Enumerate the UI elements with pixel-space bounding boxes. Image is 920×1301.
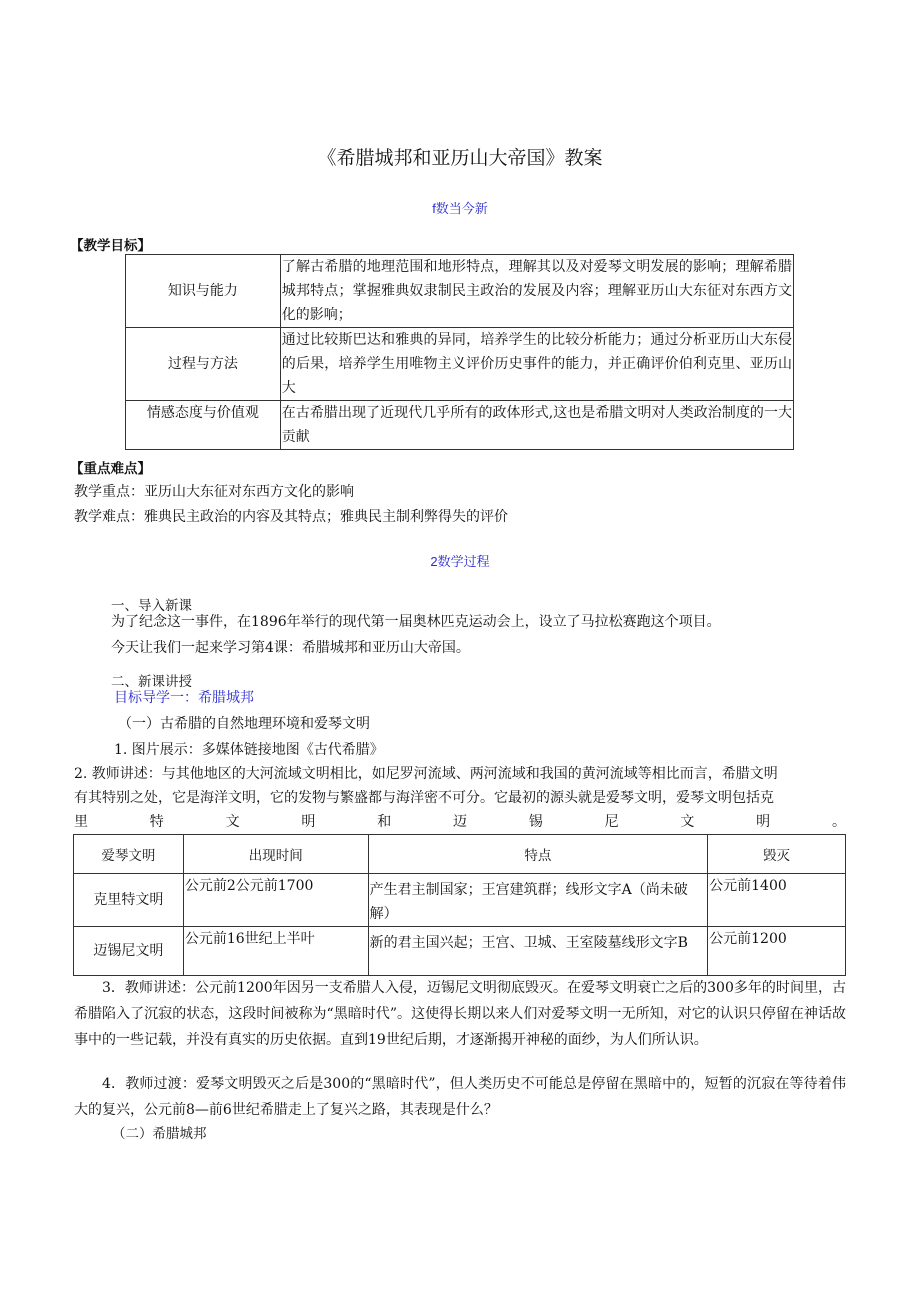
teaching-goals-table bbox=[125, 254, 794, 450]
column-header: 特点 bbox=[368, 835, 708, 874]
subsection-1-heading: （一）古希腊的自然地理环境和爱琴文明 bbox=[118, 716, 370, 732]
item-3-paragraph: 3．教师讲述：公元前1200年因另一支希腊人入侵，迈锡尼文明彻底毁灭。在爱琴文明衰亡之后的300多年的时间里，古希腊陷入了沉寂的状态，这段时间被称为“黑暗时代”。这使得长期以来人们对爱琴文明一无所知，对它的认识只停留在神话故事中的一些记载，并没有真实的历史依据。直到19世纪后期，才逐渐揭开神秘的面纱，为人们所认识。 bbox=[74, 980, 846, 1048]
table-row bbox=[74, 927, 846, 976]
table-row bbox=[126, 255, 794, 328]
column-header: 毁灭 bbox=[708, 835, 846, 874]
features: 新的君主国兴起；王宫、卫城、王室陵墓线形文字B bbox=[368, 927, 708, 976]
goal-guide-heading: 目标导学一：希腊城邦 bbox=[114, 690, 254, 706]
item-2-spread-line: 里 特 文 明 和 迈 锡 尼 文 明 。 bbox=[74, 814, 846, 830]
appearance-time: 公元前16世纪上半叶 bbox=[183, 927, 368, 976]
teaching-goals-heading: 【教学目标】 bbox=[70, 238, 151, 253]
intro-line-2: 今天让我们一起来学习第4课：希腊城邦和亚历山大帝国。 bbox=[111, 640, 470, 656]
intro-line-1: 为了纪念这一事件，在1896年举行的现代第一届奥林匹克运动会上，设立了马拉松赛跑这个项目。 bbox=[111, 614, 721, 630]
appearance-time: 公元前2公元前1700 bbox=[183, 874, 368, 927]
subsection-2-heading: （二）希腊城邦 bbox=[112, 1126, 207, 1141]
destroyed-time: 公元前1200 bbox=[708, 927, 846, 976]
item-4-paragraph: 4．教师过渡：爱琴文明毁灭之后是300的“黑暗时代”，但人类历史不可能总是停留在黑暗中的，短暂的沉寂在等待着伟大的复兴，公元前8—前6世纪希腊走上了复兴之路，其表现是什么？ bbox=[74, 1076, 846, 1118]
civilization-name: 迈锡尼文明 bbox=[74, 927, 184, 976]
section-heading-2: 2数学过程 bbox=[430, 554, 490, 569]
new-lesson-heading: 二、新课讲授 bbox=[111, 674, 192, 689]
table-header-row bbox=[74, 835, 846, 874]
item-2-line: 2. 教师讲述：与其他地区的大河流域文明相比，如尼罗河流域、两河流域和我国的黄河流域等相比而言，希腊文明 bbox=[74, 766, 778, 782]
intro-heading: 一、导入新课 bbox=[111, 598, 192, 613]
goal-content: 了解古希腊的地理范围和地形特点，理解其以及对爱琴文明发展的影响；理解希腊城邦特点；掌握雅典奴隶制民主政治的发展及内容；理解亚历山大东征对东西方文化的影响； bbox=[280, 255, 793, 328]
item-2-paragraph bbox=[74, 762, 846, 834]
item-1: 1. 图片展示：多媒体链接地图《古代希腊》 bbox=[114, 742, 384, 758]
teaching-difficulty: 教学难点：雅典民主政治的内容及其特点；雅典民主制利弊得失的评价 bbox=[74, 509, 508, 525]
document-title: 《希腊城邦和亚历山大帝国》教案 bbox=[317, 148, 603, 169]
destroyed-time: 公元前1400 bbox=[708, 874, 846, 927]
goal-label: 情感态度与价值观 bbox=[126, 401, 281, 450]
goal-content: 通过比较斯巴达和雅典的异同，培养学生的比较分析能力；通过分析亚历山大东侵的后果，培养学生用唯物主义评价历史事件的能力，并正确评价伯利克里、亚历山大 bbox=[280, 328, 793, 401]
item-2-line: 有其特别之处，它是海洋文明，它的发物与繁盛都与海洋密不可分。它最初的源头就是爱琴文明，爱琴文明包括克 bbox=[74, 790, 774, 806]
civilization-name: 克里特文明 bbox=[74, 874, 184, 927]
table-row bbox=[126, 401, 794, 450]
column-header: 出现时间 bbox=[183, 835, 368, 874]
table-row bbox=[126, 328, 794, 401]
goal-label: 过程与方法 bbox=[126, 328, 281, 401]
features: 产生君主制国家；王宫建筑群；线形文字A（尚未破解） bbox=[368, 874, 708, 927]
goal-content: 在古希腊出现了近现代几乎所有的政体形式,这也是希腊文明对人类政治制度的一大贡献 bbox=[280, 401, 793, 450]
key-points-heading: 【重点难点】 bbox=[70, 461, 151, 476]
goal-label: 知识与能力 bbox=[126, 255, 281, 328]
section-heading-1: f数当今新 bbox=[432, 201, 488, 216]
table-row bbox=[74, 874, 846, 927]
teaching-focus: 教学重点：亚历山大东征对东西方文化的影响 bbox=[74, 484, 354, 500]
aegean-civilization-table bbox=[73, 834, 846, 976]
column-header: 爱琴文明 bbox=[74, 835, 184, 874]
